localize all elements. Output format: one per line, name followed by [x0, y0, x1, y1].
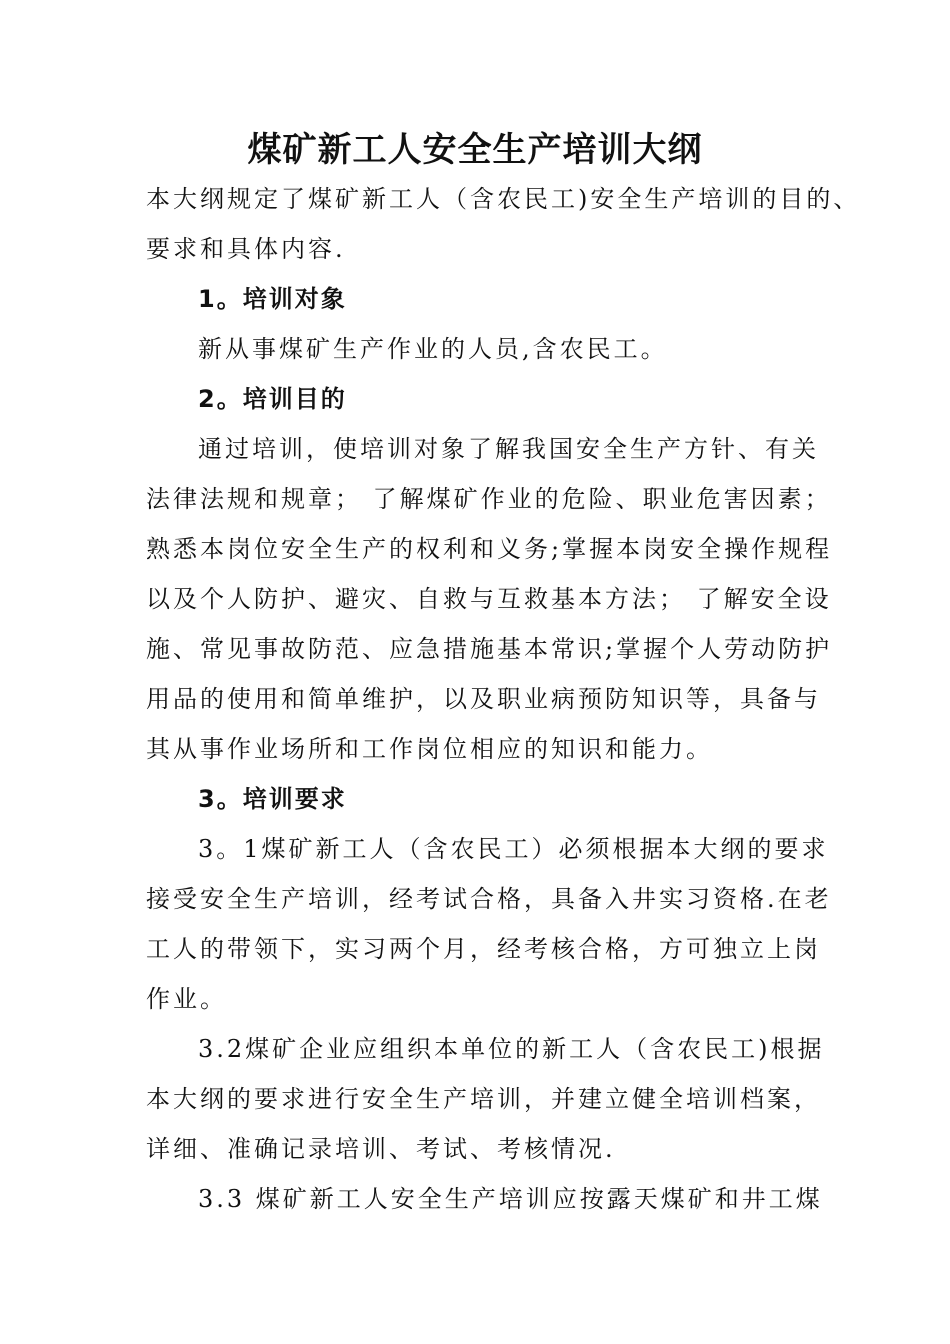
section-1-heading: 1。培训对象 [198, 285, 347, 313]
section-2-heading: 2。培训目的 [198, 385, 347, 413]
document-title: 煤矿新工人安全生产培训大纲 [247, 130, 703, 170]
intro-line-1: 本大纲规定了煤矿新工人（含农民工)安全生产培训的目的、 [146, 185, 861, 213]
section-1-line-1: 新从事煤矿生产作业的人员,含农民工。 [198, 335, 668, 363]
section-3-1-line-3: 工人的带领下，实习两个月，经考核合格，方可独立上岗 [146, 935, 821, 963]
section-3-1-line-1: 3。1煤矿新工人（含农民工）必须根据本大纲的要求 [198, 835, 829, 863]
section-2-line-2: 法律法规和规章； 了解煤矿作业的危险、职业危害因素； [146, 485, 832, 513]
section-3-1-line-2: 接受安全生产培训，经考试合格，具备入井实习资格.在老 [146, 885, 832, 913]
section-2-line-3: 熟悉本岗位安全生产的权利和义务;掌握本岗安全操作规程 [146, 535, 833, 563]
section-2-line-1: 通过培训，使培训对象了解我国安全生产方针、有关 [198, 435, 819, 463]
section-3-2-line-2: 本大纲的要求进行安全生产培训，并建立健全培训档案， [146, 1085, 821, 1113]
section-3-1-line-4: 作业。 [146, 985, 227, 1013]
intro-line-2: 要求和具体内容. [146, 235, 346, 263]
section-2-line-4: 以及个人防护、避灾、自救与互救基本方法； 了解安全设 [146, 585, 832, 613]
section-3-heading: 3。培训要求 [198, 785, 347, 813]
section-2-line-6: 用品的使用和简单维护，以及职业病预防知识等，具备与 [146, 685, 821, 713]
section-3-3-line-1: 3.3 煤矿新工人安全生产培训应按露天煤矿和井工煤 [198, 1185, 823, 1213]
section-3-2-line-1: 3.2煤矿企业应组织本单位的新工人（含农民工)根据 [198, 1035, 825, 1063]
section-2-line-5: 施、常见事故防范、应急措施基本常识;掌握个人劳动防护 [146, 635, 833, 663]
section-3-2-line-3: 详细、准确记录培训、考试、考核情况. [146, 1135, 616, 1163]
section-2-line-7: 其从事作业场所和工作岗位相应的知识和能力。 [146, 735, 713, 763]
